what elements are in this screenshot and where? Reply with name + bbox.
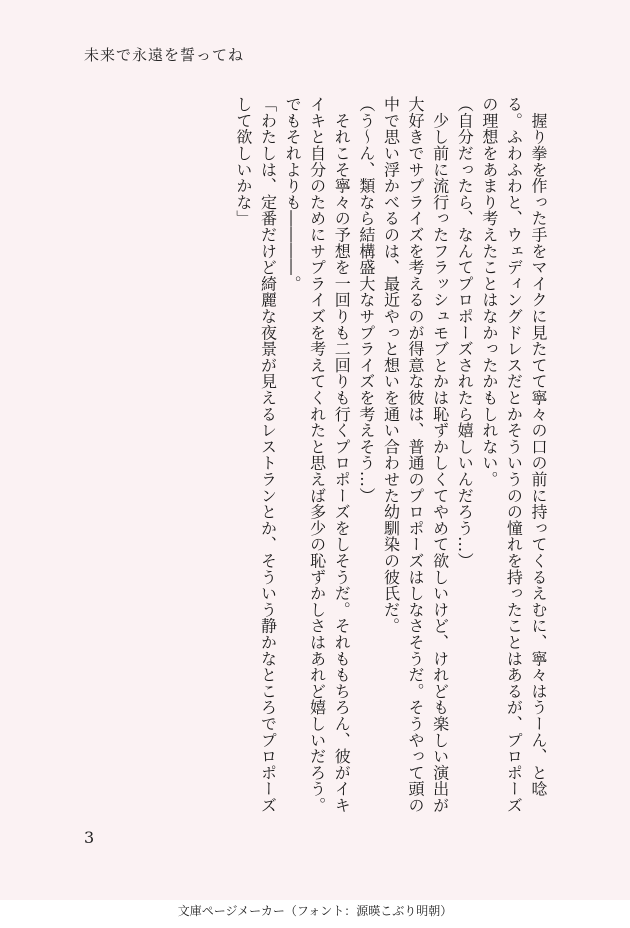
paragraph: 少し前に流行ったフラッシュモブとかは恥ずかしくてやめて欲しいけど、けれども楽しい演出が大好きでサプライズを考えるのが得意な彼は、普通のプロポーズはしなさそうだ。そうやって頭の中で思い浮かべるのは、最近やっと想いを通い合わせた幼馴染の彼氏だ。 [381,96,450,814]
body-text [84,96,550,818]
paragraph: （う〜ん、類なら結構盛大なサプライズを考えそう…） [356,96,376,504]
paragraph: それこそ寧々の予想を一回りも二回りも行くプロポーズをしそうだ。それももちろん、彼がイキイキと自分のためにサプライズを考えてくれたと思えば多少の恥ずかしさはあれど嬉しいだろう。でもそれよりも――――。 [283,96,352,814]
paragraph: （自分だったら、なんてプロポーズされたら嬉しいんだろう…） [455,96,475,569]
paragraph: 握り拳を作った手をマイクに見たてて寧々の口の前に持ってくるえむに、寧々はうーん、と唸る。ふわふわと、ウェディングドレスだとかそういうのの憧れを持ったことはあるが、プロポーズの理想をあまり考えたことはなかったかもしれない。 [479,96,548,814]
footer-credit: 文庫ページメーカー（フォント：源暎こぶり明朝） [177,904,453,918]
paragraph: 「わたしは、定番だけど綺麗な夜景が見えるレストランとか、そういう静かなところでプロポーズして欲しいかな」 [233,96,278,814]
page-number: 3 [84,828,95,847]
story-title: 未来で永遠を誓ってね [84,46,245,64]
